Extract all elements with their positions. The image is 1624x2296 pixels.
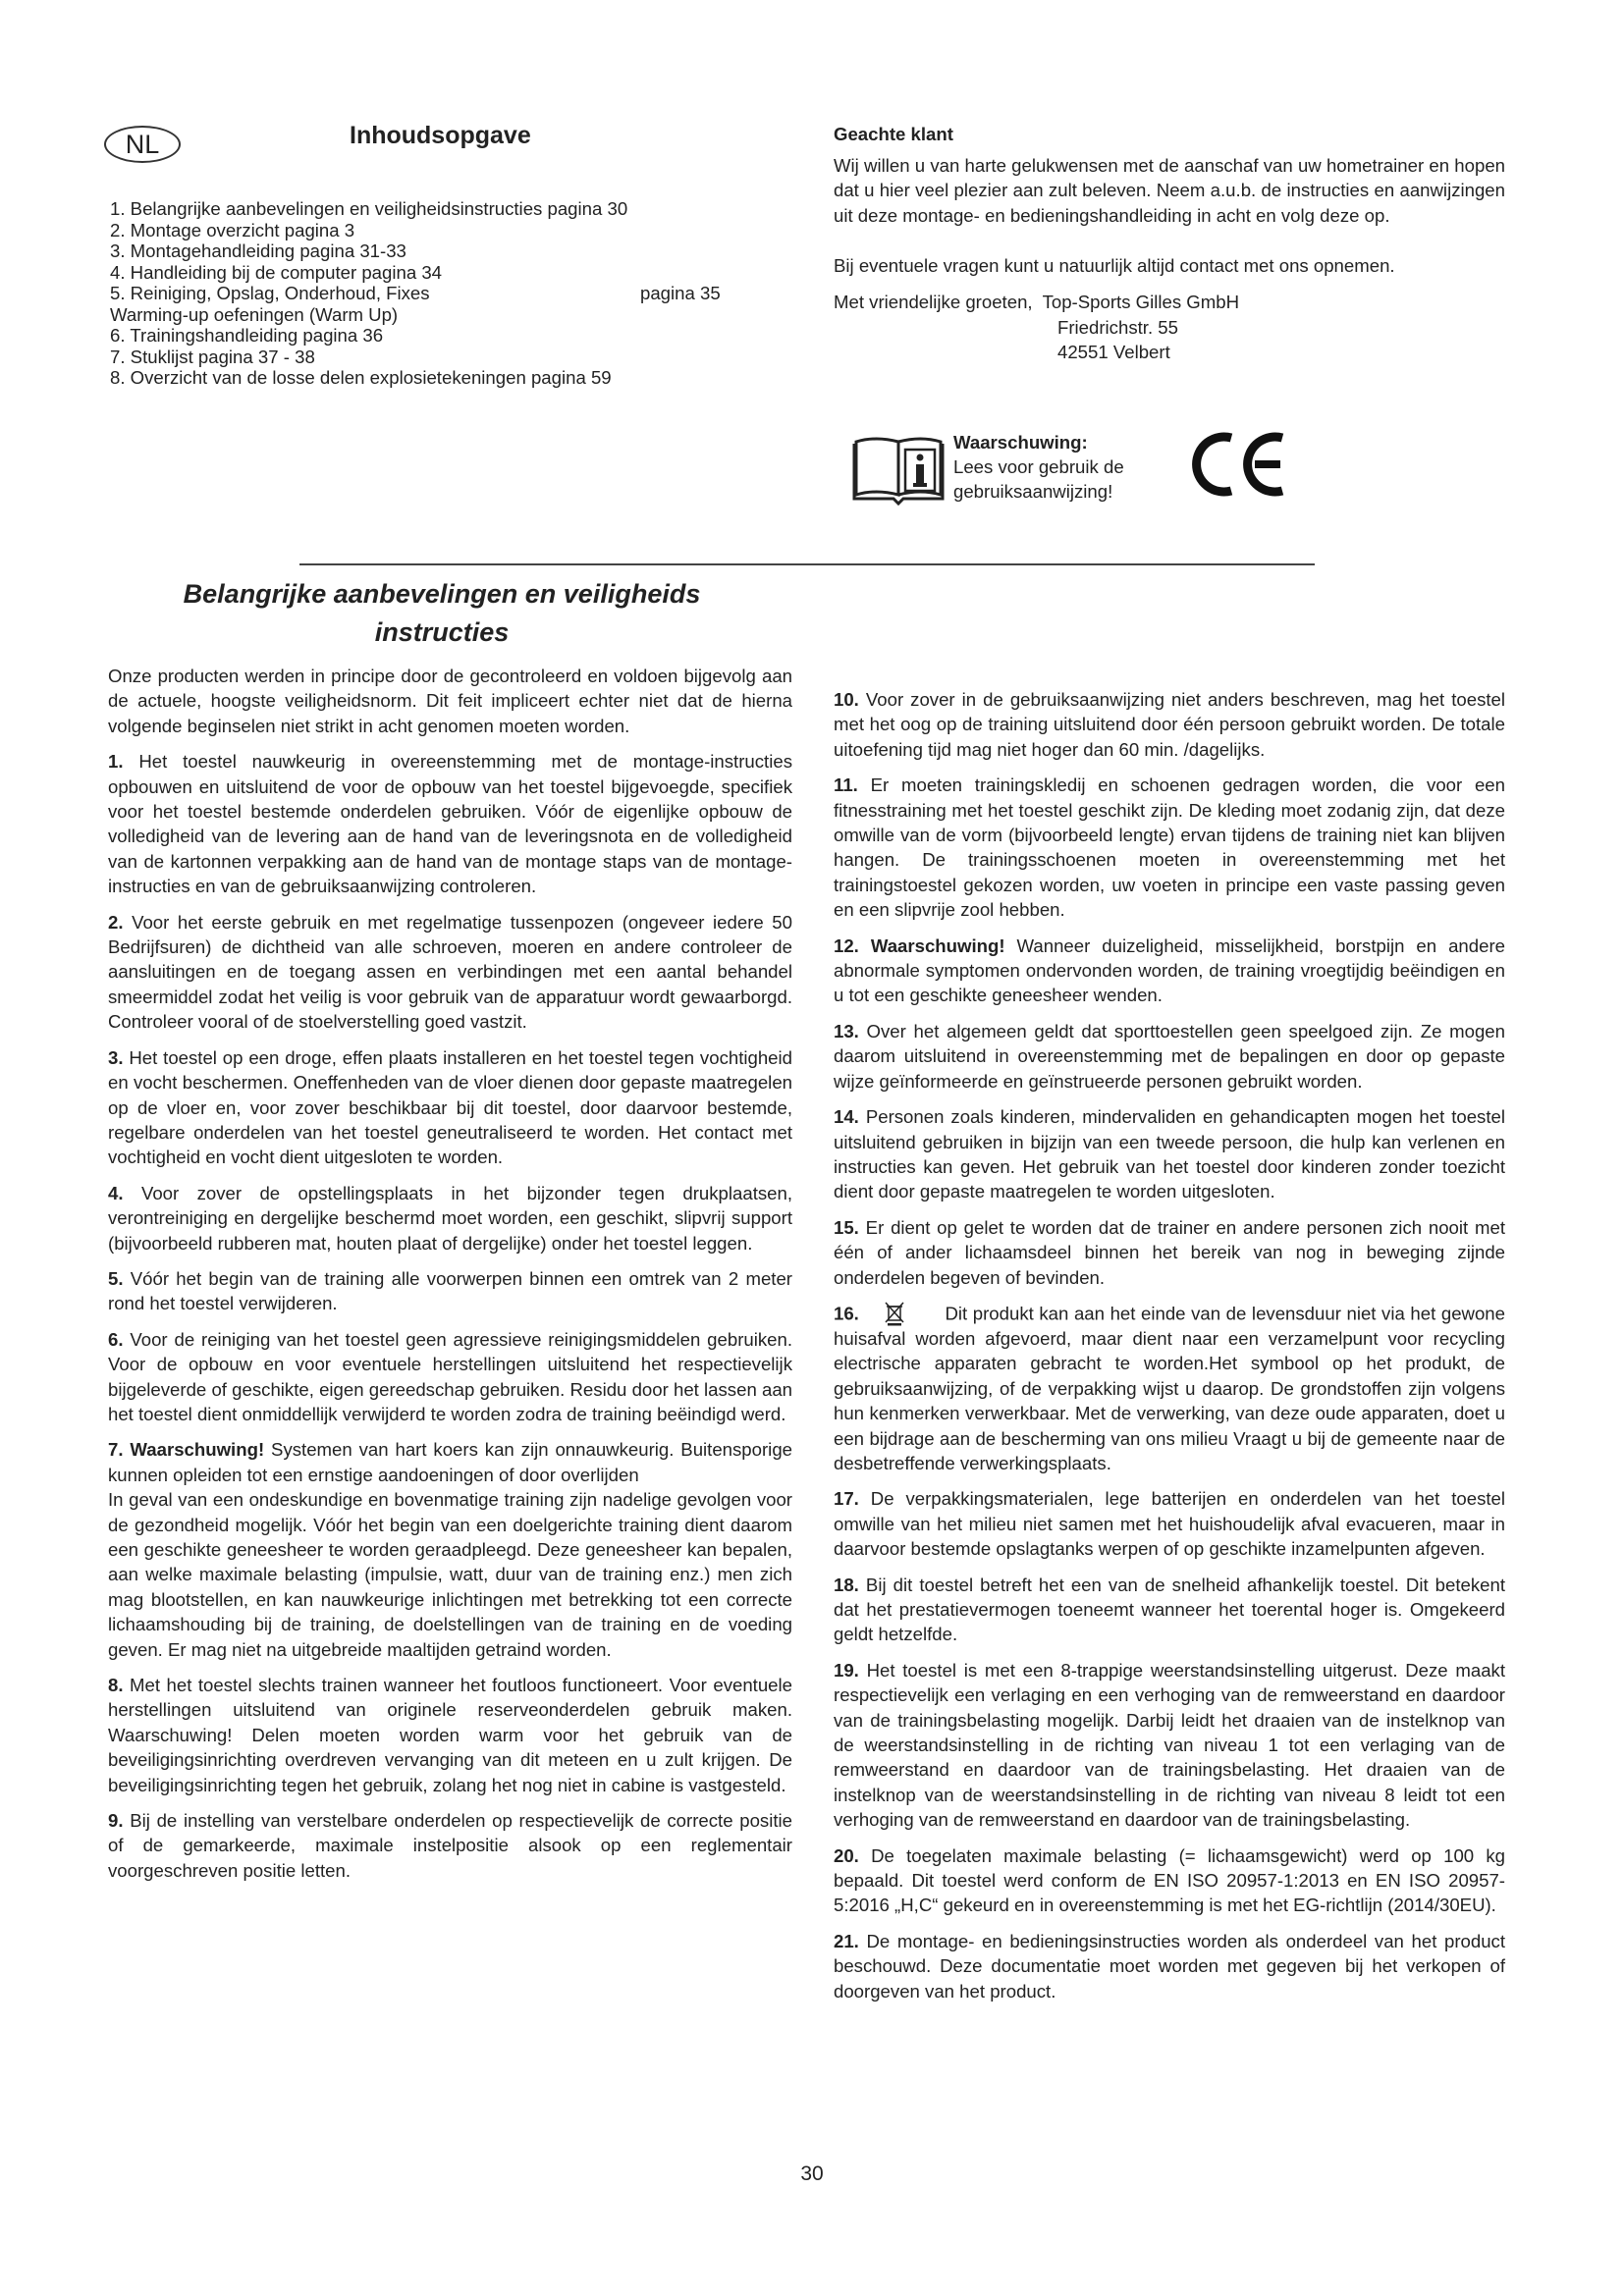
safety-item bbox=[108, 1266, 792, 1316]
safety-item-text: Over het algemeen geldt dat sporttoestellen geen speelgoed zijn. Ze mogen daarom uitsluitend in overeenstemming met de bepalingen en door op gepaste wijze geïnformeerde en geïnstrueerde personen gebruikt worden. bbox=[834, 1020, 1505, 1092]
safety-item bbox=[834, 1573, 1505, 1647]
greeting-contact-note: Bij eventuele vragen kunt u natuurlijk altijd contact met ons opnemen. bbox=[834, 255, 1395, 276]
manual-info-icon bbox=[850, 434, 947, 511]
safety-item-text: Personen zoals kinderen, mindervaliden en gehandicapten mogen het toestel uitsluitend gebruiken in bijzijn van een tweede persoon, die hulp kan verlenen en instructies kan geven. Het gebruik van het toestel door kinderen zonder toezicht dient door gepaste maatregelen te worden uitgesloten. bbox=[834, 1106, 1505, 1202]
safety-item bbox=[108, 1181, 792, 1255]
company-name: Top-Sports Gilles GmbH bbox=[1042, 292, 1240, 312]
safety-item-text: Het toestel is met een 8-trappige weerstandsinstelling uitgerust. Deze maakt respectievelijk een verlaging en een verhoging van de remweerstand en daardoor van de trainingsbelasting mogelijk. Darbij leidt het draaien van de instelknop van de weerstandsinstelling in de richting van niveau 1 tot een verlaging van de remweerstand en daardoor van de trainingsbelasting. Het draaien van de instelknop van de weerstandsinstelling in de richting van niveau 8 leidt tot een verhoging van de remweerstand en daardoor van de trainingsbelasting. bbox=[834, 1659, 1505, 1831]
safety-item-text: De verpakkingsmaterialen, lege batterijen en onderdelen van het toestel omwille van het milieu niet samen met het huishoudelijk afval evacueren, maar in daarvoor bestemde opslagtanks werpen of op geschikte inzamelpunten afgeven. bbox=[834, 1488, 1506, 1560]
toc-item bbox=[110, 240, 738, 262]
toc-item bbox=[110, 198, 738, 220]
safety-item-number: 13. bbox=[834, 1020, 859, 1041]
section-divider bbox=[299, 563, 1315, 565]
safety-item-number: 9. bbox=[108, 1810, 124, 1832]
right-column bbox=[834, 687, 1505, 2014]
safety-item-text: Bij dit toestel betreft het een van de snelheid afhankelijk toestel. Dit betekent dat het prestatievermogen toeneemt wanneer het toerental hoger is. Omgekeerd geldt hetzelfde. bbox=[834, 1574, 1505, 1645]
safety-item bbox=[108, 1808, 792, 1883]
safety-item-number: 2. bbox=[108, 911, 124, 933]
toc-title: Inhoudsopgave bbox=[350, 122, 531, 149]
greeting-regards bbox=[834, 290, 1239, 314]
safety-item-text: Voor zover in de gebruiksaanwijzing niet anders beschreven, mag het toestel met het oog op de training uitsluitend door één persoon gebruikt worden. De totale uitoefening tijd mag niet hoger dan 60 min. /dagelijks. bbox=[834, 689, 1506, 760]
safety-item-warning-label: Waarschuwing! bbox=[870, 934, 1005, 956]
safety-item-number: 8. bbox=[108, 1675, 124, 1696]
safety-item bbox=[834, 934, 1505, 1008]
toc-item-text: 8. Overzicht van de losse delen explosietekeningen pagina 59 bbox=[110, 367, 612, 388]
warning-text-block bbox=[953, 430, 1124, 504]
language-badge: NL bbox=[104, 126, 181, 163]
safety-item-number: 1. bbox=[108, 751, 124, 773]
safety-item-number: 12. bbox=[834, 934, 859, 956]
safety-item-number: 10. bbox=[834, 689, 859, 710]
safety-item-number: 19. bbox=[834, 1659, 859, 1681]
safety-item bbox=[834, 1929, 1505, 2003]
toc-item-text: 3. Montagehandleiding pagina 31-33 bbox=[110, 240, 406, 261]
safety-item bbox=[834, 687, 1505, 762]
toc-item bbox=[110, 304, 738, 326]
safety-item bbox=[834, 1658, 1505, 1833]
greeting-title: Geachte klant bbox=[834, 124, 953, 144]
safety-item bbox=[834, 773, 1505, 922]
toc-item bbox=[110, 367, 738, 389]
safety-item-text: Voor zover de opstellingsplaats in het bijzonder tegen drukplaatsen, verontreiniging en dergelijke beschermd moet worden, een geschikt, slipvrij support (bijvoorbeeld rubberen mat, houten plaat of dergelijke) onder het toestel leggen. bbox=[108, 1182, 793, 1254]
safety-item-number: 16. bbox=[834, 1303, 859, 1324]
safety-item bbox=[108, 1045, 792, 1170]
safety-item-number: 5. bbox=[108, 1267, 124, 1289]
toc-item-text: 5. Reiniging, Opslag, Onderhoud, Fixes bbox=[110, 283, 430, 303]
safety-item bbox=[834, 1301, 1505, 1475]
safety-item-text: Voor de reiniging van het toestel geen agressieve reinigingsmiddelen gebruiken. Voor de opbouw en voor eventuele herstellingen uitsluitend het respectievelijk bijgeleverde of geschikte, eigen gereedschap gebruiken. Residu door het lassen aan het toestel dient onmiddellijk verwijderd te worden zodra de training beëindigd werd. bbox=[108, 1328, 792, 1424]
safety-item-text: Voor het eerste gebruik en met regelmatige tussenpozen (ongeveer iedere 50 Bedrijfsuren) de dichtheid van alle schroeven, moeren en andere controleer de aansluitingen en de toegang assen en verbindingen met een aantal behandel smeermiddel zodat het veilig is voor gebruik van de apparatuur wordt gewaarborgd. Controleer vooral of de stoelverstelling goed vastzit. bbox=[108, 911, 792, 1033]
safety-item bbox=[108, 1673, 792, 1797]
safety-item bbox=[834, 1104, 1505, 1204]
safety-item bbox=[108, 1327, 792, 1427]
safety-item-number: 6. bbox=[108, 1328, 124, 1350]
safety-item bbox=[108, 749, 792, 898]
toc-item-text: 2. Montage overzicht pagina 3 bbox=[110, 219, 355, 240]
safety-item-text: Er moeten trainingskledij en schoenen gedragen worden, die voor een fitnesstraining met het toestel geschikt zijn. De kleding moet zodanig zijn, dat deze omwille van de vorm (bijvoorbeeld lengte) ervan tijdens de training niet kan blijven hangen. De trainingsschoenen moeten in overeenstemming met het trainingstoestel gekozen worden, uw voeten in principe een vaste passing geven en een slipvrije zool hebben. bbox=[834, 774, 1505, 921]
safety-item-number: 15. bbox=[834, 1216, 859, 1238]
left-column bbox=[108, 664, 792, 1894]
safety-item-text: Systemen van hart koers kan zijn onnauwkeurig. Buitensporige kunnen opleiden tot een ernstige aandoeningen of door overlijden In geval van een ondeskundige en bovenmatige training zijn nadelige gevolgen voor de gezondheid mogelijk. Vóór het begin van een doelgerichte training dient daarom een geschikte geneesheer te worden geraadpleegd. Deze geneesheer kan bepalen, aan welke maximale belasting (impulsie, watt, duur van de training enz.) men zich mag blootstellen, en kan nauwkeurige inlichtingen met betrekking tot een correcte lichaamshouding bij de training, de doelstellingen van de training en de voeding geven. Er mag niet na uitgebreide maaltijden getraind worden. bbox=[108, 1439, 792, 1660]
toc-item bbox=[110, 325, 738, 347]
safety-item-text: Er dient op gelet te worden dat de trainer en andere personen zich nooit met één of ander lichaamsdeel binnen het bereik van nog in beweging zijnde onderdelen begeven of bevinden. bbox=[834, 1216, 1505, 1288]
toc-item-text: 7. Stuklijst pagina 37 - 38 bbox=[110, 346, 315, 367]
safety-heading-line-1: Belangrijke aanbevelingen en veiligheids bbox=[183, 579, 701, 609]
toc-item bbox=[110, 347, 738, 368]
intro-paragraph: Onze producten werden in principe door de gecontroleerd en voldoen bijgevolg aan de actuele, hoogste veiligheidsnorm. Dit feit impliceert echter niet dat de hierna volgende beginselen niet strikt in acht genomen moeten worden. bbox=[108, 666, 792, 736]
safety-item bbox=[834, 1486, 1505, 1561]
safety-item-text: Dit produkt kan aan het einde van de levensduur niet via het gewone huisafval worden afgevoerd, maar dient naar een verzamelpunt voor recycling electrische apparaten gebracht te worden.Het symbool op het produkt, de gebruiksaanwijzing, of de verpakking wijst u daarop. De grondstoffen zijn volgens hun kenmerken verwerkbaar. Met de verwerking, van deze oude apparaten, doet u een bijdrage aan de bescherming van ons milieu Vraagt u bij de gemeente naar de desbetreffende verwerkingsplaats. bbox=[834, 1303, 1505, 1473]
company-street: Friedrichstr. 55 bbox=[1057, 317, 1178, 338]
safety-item-warning-label: Waarschuwing! bbox=[130, 1439, 265, 1461]
toc-item-text: 6. Trainingshandleiding pagina 36 bbox=[110, 325, 384, 346]
warning-title: Waarschuwing: bbox=[953, 432, 1088, 453]
toc-item bbox=[110, 220, 738, 241]
regards-text: Met vriendelijke groeten, bbox=[834, 292, 1033, 312]
weee-bin-icon bbox=[884, 1301, 905, 1326]
safety-item-number: 14. bbox=[834, 1106, 859, 1128]
ce-mark-icon bbox=[1186, 430, 1288, 504]
safety-heading bbox=[157, 575, 727, 652]
safety-item-number: 18. bbox=[834, 1574, 859, 1595]
safety-item-number: 3. bbox=[108, 1046, 124, 1068]
toc-item bbox=[110, 283, 738, 304]
safety-item-text: Met het toestel slechts trainen wanneer het foutloos functioneert. Voor eventuele herstellingen uitsluitend van originele reserveonderdelen gebruik maken. Waarschuwing! Delen moeten worden warm voor het gebruik van de beveiligingsinrichting overdreven vervanging van dit meteen en u zult krijgen. De beveiligingsinrichting tegen het gebruik, zolang het nog niet in cabine is vastgesteld. bbox=[108, 1675, 792, 1795]
safety-item-number: 4. bbox=[108, 1182, 124, 1203]
safety-item-text: Vóór het begin van de training alle voorwerpen binnen een omtrek van 2 meter rond het toestel verwijderen. bbox=[108, 1267, 792, 1314]
table-of-contents bbox=[110, 198, 738, 389]
safety-item bbox=[834, 1019, 1505, 1094]
safety-item bbox=[834, 1843, 1505, 1918]
safety-item bbox=[108, 910, 792, 1035]
toc-item-text: 4. Handleiding bij de computer pagina 34 bbox=[110, 261, 443, 283]
page-number: 30 bbox=[800, 2163, 824, 2185]
safety-item bbox=[108, 1437, 792, 1662]
warning-line-2: gebruiksaanwijzing! bbox=[953, 481, 1113, 502]
greeting-paragraph: Wij willen u van harte gelukwensen met de aanschaf van uw hometrainer en hopen dat u hier veel plezier aan zult beleven. Neem a.u.b. de instructies en aanwijzingen uit deze montage- en bedieningshandleiding in acht en volg deze op. bbox=[834, 155, 1505, 226]
safety-item bbox=[834, 1215, 1505, 1290]
safety-item-text: De toegelaten maximale belasting (= lichaamsgewicht) werd op 100 kg bepaald. Dit toestel werd conform de EN ISO 20957-1:2013 en EN ISO 20957-5:2016 „H,C“ gekeurd en in overeenstemming is met het EG-richtlijn (2014/30EU). bbox=[834, 1844, 1505, 1916]
safety-item-text: Wanneer duizeligheid, misselijkheid, borstpijn en andere abnormale symptomen ondervonden worden, de training vroegtijdig beëindigen en u tot een geschikte geneesheer wenden. bbox=[834, 934, 1505, 1006]
safety-heading-line-2: instructies bbox=[374, 617, 510, 647]
warning-line-1: Lees voor gebruik de bbox=[953, 456, 1124, 477]
safety-item-number: 21. bbox=[834, 1930, 859, 1951]
safety-item-number: 17. bbox=[834, 1488, 859, 1510]
safety-item-number: 20. bbox=[834, 1844, 859, 1866]
toc-item-text: Warming-up oefeningen (Warm Up) bbox=[110, 303, 399, 325]
company-city: 42551 Velbert bbox=[1057, 342, 1170, 362]
safety-item-text: De montage- en bedieningsinstructies worden als onderdeel van het product beschouwd. Deze documentatie moet worden met gegeven bij het verkopen of doorgeven van het product. bbox=[834, 1930, 1505, 2002]
toc-item-page: pagina 35 bbox=[640, 283, 721, 303]
toc-item bbox=[110, 262, 738, 284]
toc-item-text: 1. Belangrijke aanbevelingen en veiligheidsinstructies pagina 30 bbox=[110, 198, 628, 219]
safety-item-number: 11. bbox=[834, 774, 858, 796]
safety-item-text: Het toestel nauwkeurig in overeenstemming met de montage-instructies opbouwen en uitsluitend de voor de opbouw van het toestel bijgevoegde, specifiek voor het toestel bestemde onderdelen gebruiken. Vóór de eigenlijke opbouw de volledigheid van de levering aan de hand van de leveringsnota en de volledigheid van de kartonnen verpakking aan de hand van de montage staps van de montage-instructies en van de gebruiksaanwijzing controleren. bbox=[108, 751, 792, 897]
safety-item-number: 7. bbox=[108, 1439, 124, 1461]
safety-item-text: Het toestel op een droge, effen plaats installeren en het toestel tegen vochtigheid en vocht beschermen. Oneffenheden van de vloer dienen door gepaste maatregelen op de vloer en, voor zover beschikbaar bij dit toestel, door daarvoor bestemde, regelbare onderdelen van het toestel geneutraliseerd te worden. Het contact met vochtigheid en vocht dient uitgesloten te worden. bbox=[108, 1046, 792, 1168]
safety-item-text: Bij de instelling van verstelbare onderdelen op respectievelijk de correcte positie of de gemarkeerde, maximale instelpositie alsook op een reglementair voorgeschreven positie letten. bbox=[108, 1810, 792, 1881]
